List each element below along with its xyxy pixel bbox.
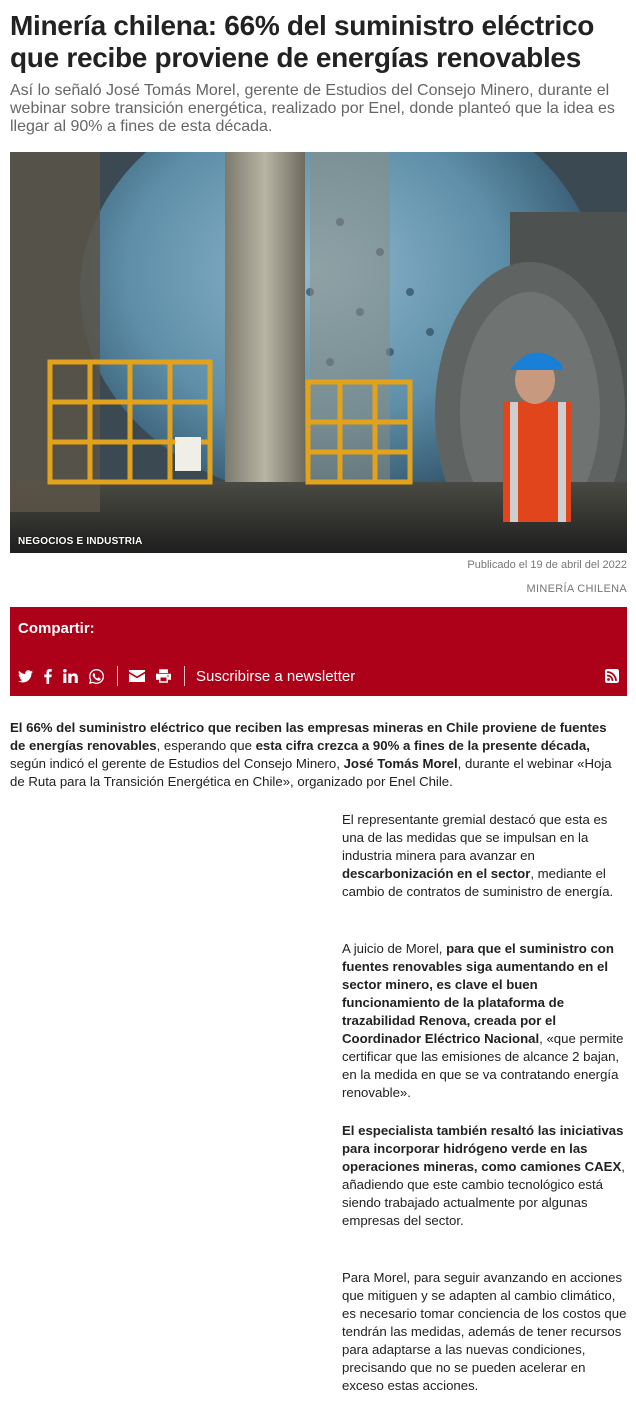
twitter-icon[interactable] (18, 666, 33, 686)
print-icon[interactable] (156, 666, 171, 686)
body-paragraph (342, 940, 627, 1102)
lead-bold: El 66% del suministro eléctrico que reciben las empresas mineras en Chile proviene de fuentes de energías renovables (10, 720, 607, 753)
share-divider (184, 666, 185, 686)
share-icons-row (18, 666, 618, 686)
share-bar (10, 607, 627, 696)
body-paragraph (342, 811, 627, 901)
paragraph-text: El representante gremial destacó que esta es una de las medidas que se impulsan en la industria minera para avanzar en (342, 812, 608, 863)
hero-image (10, 152, 627, 553)
share-label: Compartir: (18, 620, 95, 637)
publish-date: Publicado el 19 de abril del 2022 (467, 559, 627, 571)
paragraph-text: Para Morel, para seguir avanzando en acciones que mitiguen y se adapten al cambio climático, es necesario tomar conciencia de los costos que tendrán las medidas, además de tener recursos para adaptarse a las nuevas condiciones, precisando que no se pueden acelerar en exceso estas acciones. (342, 1270, 627, 1393)
paragraph-bold: El especialista también resaltó las iniciativas para incorporar hidrógeno verde en las operaciones mineras, como camiones CAEX (342, 1123, 624, 1174)
paragraph-text: A juicio de Morel, (342, 941, 447, 956)
body-paragraph (342, 1122, 627, 1230)
paragraph-text: , mediante el cambio de contratos de suministro de energía. (342, 866, 614, 899)
lead-bold: esta cifra crezca a 90% a fines de la presente década, (255, 738, 590, 753)
lead-text: según indicó el gerente de Estudios del Consejo Minero, (10, 756, 344, 771)
paragraph-bold: descarbonización en el sector (342, 866, 531, 881)
email-icon[interactable] (129, 666, 145, 686)
mining-mill-photo (10, 152, 627, 553)
newsletter-link[interactable]: Suscribirse a newsletter (196, 667, 356, 685)
paragraph-bold: para que el suministro con fuentes renovables siga aumentando en el sector minero, es clave el buen funcionamiento de la plataforma de trazabilidad Renova, creada por el Coordinador Eléctrico Nacional (342, 941, 614, 1046)
article-title: Minería chilena: 66% del suministro eléctrico que recibe proviene de energías renovables (10, 10, 595, 73)
article-category-link[interactable]: MINERÍA CHILENA (526, 583, 627, 595)
whatsapp-icon[interactable] (89, 666, 104, 686)
share-divider (117, 666, 118, 686)
facebook-icon[interactable] (44, 666, 52, 686)
lead-text: , esperando que (156, 738, 256, 753)
linkedin-icon[interactable] (63, 666, 78, 686)
lead-text: , durante el webinar «Hoja de Ruta para la Transición Energética en Chile», organizado por Enel Chile. (10, 756, 612, 789)
article-subtitle: Así lo señaló José Tomás Morel, gerente de Estudios del Consejo Minero, durante el webinar sobre transición energética, realizado por Enel, donde planteó que la idea es llegar al 90% a fines de esta década. (10, 82, 615, 135)
lead-bold: José Tomás Morel (343, 756, 458, 771)
paragraph-text: , añadiendo que este cambio tecnológico está siendo trabajado actualmente por algunas empresas del sector. (342, 1159, 625, 1228)
image-category-tag: NEGOCIOS E INDUSTRIA (18, 536, 143, 547)
rss-icon[interactable] (605, 669, 619, 688)
lead-paragraph (10, 719, 625, 791)
body-paragraph (342, 1269, 627, 1395)
paragraph-text: , «que permite certificar que las emisiones de alcance 2 bajan, en la medida en que se va contratando energía renovable». (342, 1031, 624, 1100)
